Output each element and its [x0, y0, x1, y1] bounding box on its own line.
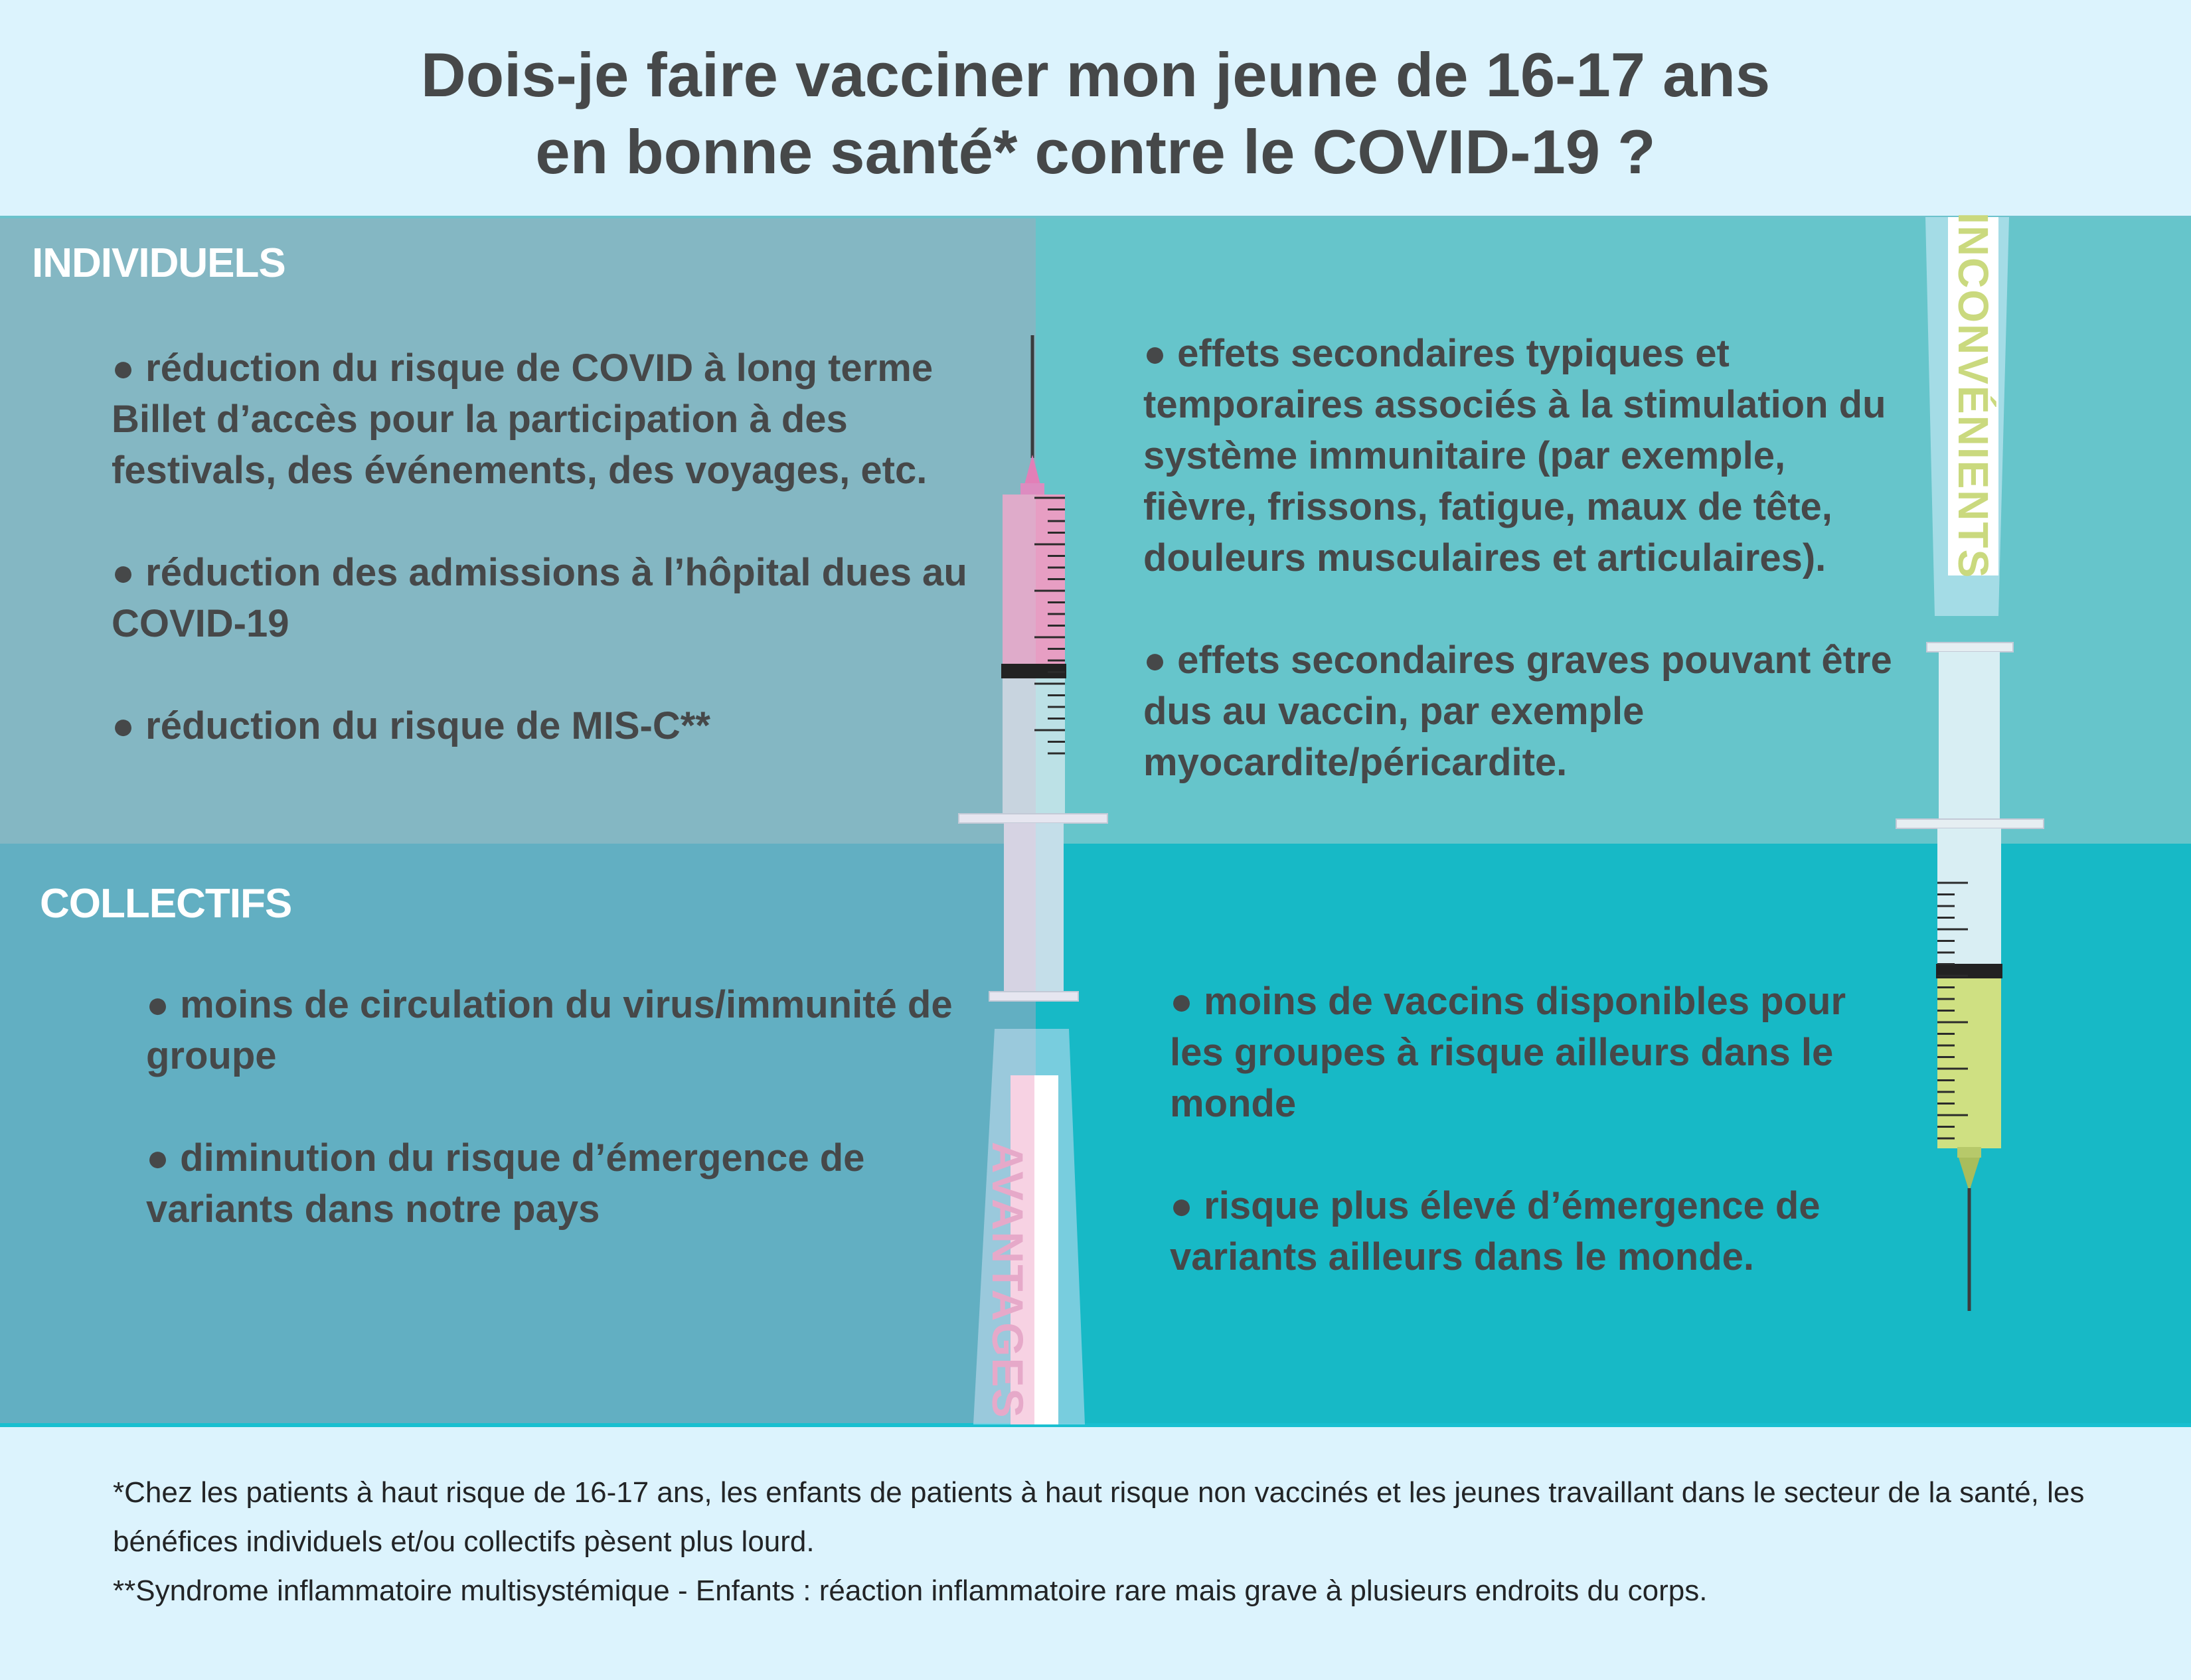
green-liquid — [1937, 977, 2001, 1148]
collective-section-label: COLLECTIFS — [40, 881, 292, 927]
list-item: ● moins de vaccins disponibles pour les groupes à risque ailleurs dans le monde — [1170, 980, 1846, 1125]
list-item: ● effets secondaires typiques et temporaires associés à la stimulation du système immunitaire (par exemple, fièvre, frissons, fatigue, maux de tête, douleurs musculaires et articulaires). — [1143, 332, 1886, 579]
list-item: ● réduction des admissions à l’hôpital dues au COVID-19 — [112, 551, 967, 645]
title-line-1: Dois-je faire vacciner mon jeune de 16-17 ans — [420, 40, 1771, 110]
needle-hub — [1959, 1158, 1980, 1191]
plunger-rod — [1939, 652, 2000, 823]
list-item: ● réduction du risque de MIS-C** — [112, 704, 710, 747]
disadvantages-label: INCONVÉNIENTS — [1949, 212, 1997, 579]
list-item: ● réduction du risque de COVID à long terme Billet d’accès pour la participation à des festivals, des événements, des voyages, etc. — [112, 346, 933, 492]
list-item: ● risque plus élevé d’émergence de variants ailleurs dans le monde. — [1170, 1184, 1821, 1278]
footnote-1: *Chez les patients à haut risque de 16-17 ans, les enfants de patients à haut risque non vaccinés et les jeunes travaillant dans le secteur de la santé, les bénéfices individuels et/ou collectifs pèsent plus lourd. — [113, 1476, 2085, 1558]
title-line-2: en bonne santé* contre le COVID-19 ? — [535, 117, 1656, 187]
list-item: ● effets secondaires graves pouvant être dus au vaccin, par exemple myocardite/péricardite. — [1143, 639, 1892, 784]
individual-section-label: INDIVIDUELS — [32, 240, 285, 286]
barrel-flange — [1896, 819, 2044, 828]
needle-hub-base — [1957, 1147, 1981, 1158]
list-item: ● moins de circulation du virus/immunité de groupe — [146, 983, 953, 1077]
plunger-cap — [1927, 643, 2013, 652]
footnote-2: **Syndrome inflammatoire multisystémique - Enfants : réaction inflammatoire rare mais grave à plusieurs endroits du corps. — [113, 1574, 1708, 1607]
list-item: ● diminution du risque d’émergence de variants dans notre pays — [146, 1136, 865, 1231]
footnotes — [113, 1468, 2098, 1616]
advantages-label: AVANTAGES — [983, 1142, 1032, 1419]
